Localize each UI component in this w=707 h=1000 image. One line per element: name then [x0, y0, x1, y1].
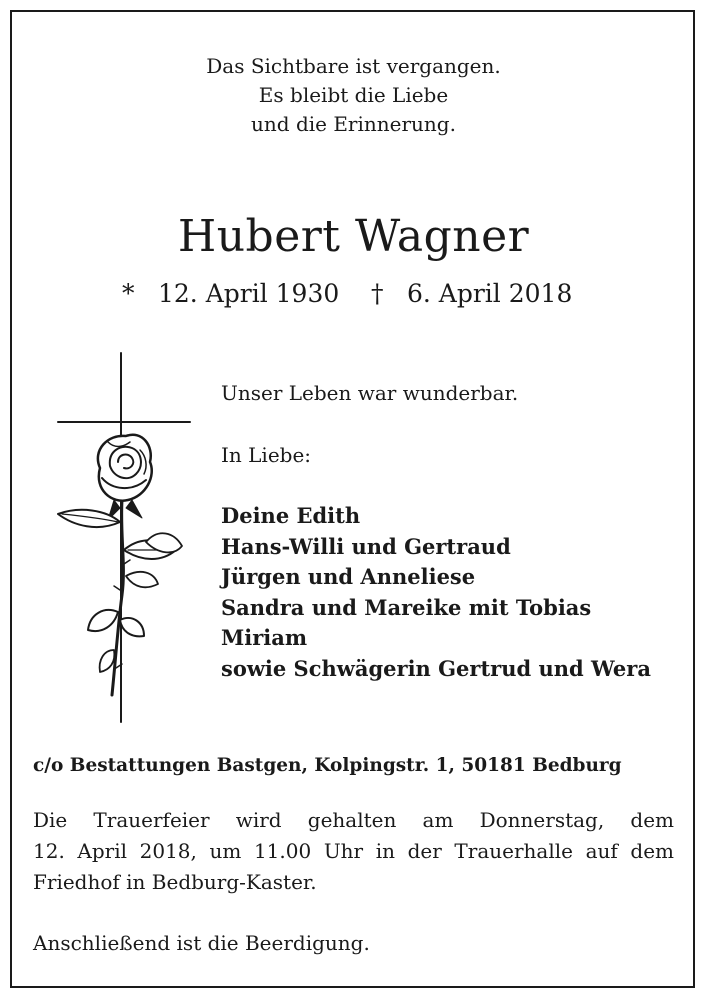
service-notice	[33, 805, 674, 898]
deceased-name: Hubert Wagner	[177, 211, 530, 262]
list-item: sowie Schwägerin Gertrud und Wera	[221, 655, 651, 681]
motto-line: und die Erinnerung.	[251, 112, 456, 136]
love-intro: In Liebe:	[221, 443, 312, 467]
death-date-group	[371, 278, 572, 310]
service-line: Die Trauerfeier wird gehalten am Donnerstag, dem	[33, 808, 674, 832]
death-cross-icon: †	[371, 279, 384, 308]
list-item: Miriam	[221, 625, 308, 651]
list-item: Jürgen und Anneliese	[221, 564, 476, 590]
life-dates	[0, 278, 707, 314]
birth-date: 12. April 1930	[158, 279, 340, 308]
list-item: Deine Edith	[221, 503, 361, 528]
birth-date-group	[122, 278, 339, 310]
list-item: Sandra und Mareike mit Tobias	[221, 594, 592, 620]
service-line: Friedhof in Bedburg-Kaster.	[33, 870, 317, 894]
burial-notice: Anschließend ist die Beerdigung.	[33, 931, 370, 955]
contact-address: c/o Bestattungen Bastgen, Kolpingstr. 1, 50181 Bedburg	[33, 755, 622, 776]
motto-line: Das Sichtbare ist vergangen.	[206, 54, 501, 78]
motto	[0, 52, 707, 139]
death-date: 6. April 2018	[407, 279, 573, 308]
mourners-list	[221, 501, 651, 685]
list-item: Hans-Willi und Gertraud	[221, 533, 511, 559]
birth-star-icon: *	[122, 279, 135, 308]
cross-with-rose-icon	[50, 350, 200, 725]
service-line: 12. April 2018, um 11.00 Uhr in der Trauerhalle auf dem	[33, 839, 674, 863]
motto-line: Es bleibt die Liebe	[258, 83, 449, 107]
quote: Unser Leben war wunderbar.	[221, 381, 519, 405]
